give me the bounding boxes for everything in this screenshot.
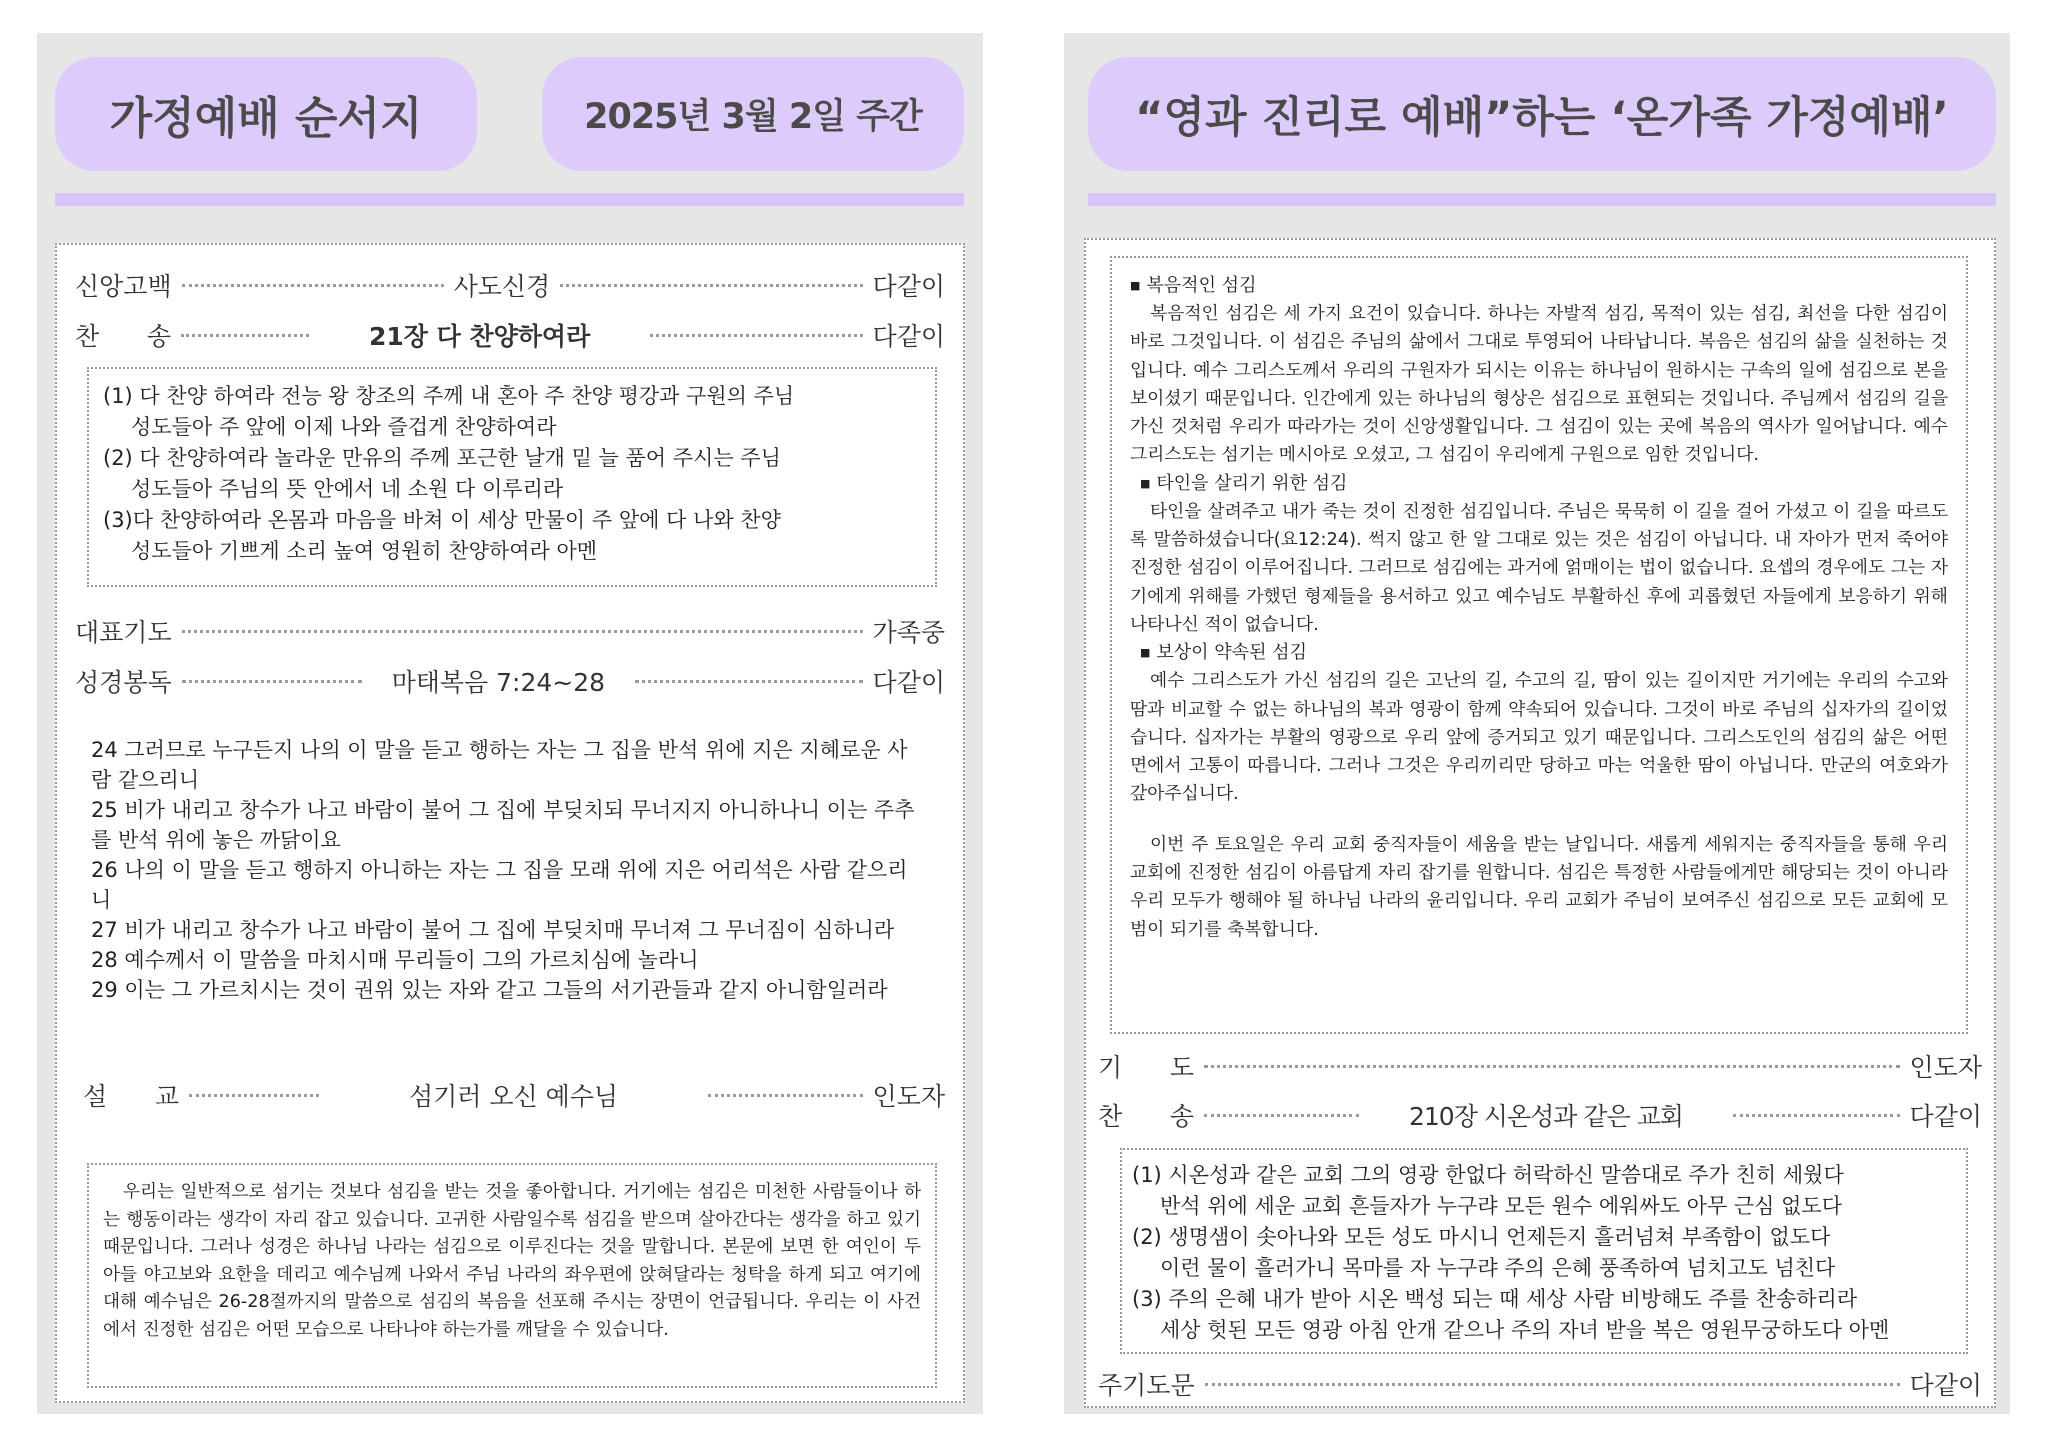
creed-label: 신앙고백 — [75, 272, 172, 301]
sermon-label: 설 교 — [83, 1082, 179, 1111]
hymn-line: 이런 물이 흘러가니 목마를 자 누구랴 주의 은혜 풍족하여 넘치고도 넘친다 — [1160, 1256, 1836, 1280]
hymn-title: 210장 시온성과 같은 교회 — [1408, 1102, 1683, 1131]
prayer-row — [1098, 1048, 1982, 1084]
prayer-label: 기 도 — [1098, 1053, 1194, 1082]
title-pill — [55, 57, 477, 171]
leader-dots — [182, 680, 362, 683]
section-heading: ■ 타인을 살리기 위한 섬김 — [1140, 472, 1348, 494]
leader-dots — [182, 630, 863, 633]
left-page — [37, 33, 983, 1414]
page-title: 가정예배 순서지 — [109, 93, 423, 144]
closing-text: 이번 주 토요일은 우리 교회 중직자들이 세움을 받는 날입니다. 새롭게 세워지는 중직자들을 통해 우리 교회에 진정한 섬김이 아름답게 자리 잡기를 원합니다. 섬김은 특정한 사람들에게만 해당되는 것이 아니라 우리 모두가 행해야 될 하나님 나라의 윤리입니다. 우리 교회가 주님이 보여주신 섬김으로 모든 교회에 모범이 되기를 축복합니다. — [1130, 833, 1948, 940]
title-underline — [1088, 193, 1996, 206]
hymn-who: 다같이 — [1909, 1102, 1982, 1131]
lords-prayer-label: 주기도문 — [1098, 1371, 1195, 1400]
leader-dots — [189, 1094, 319, 1097]
hymn-line: (2) 생명샘이 솟아나와 모든 성도 마시니 언제든지 흘러넘쳐 부족함이 없도다 — [1132, 1225, 1831, 1249]
hymn-line: 성도들아 주님의 뜻 안에서 네 소원 다 이루리라 — [131, 477, 564, 501]
lords-prayer-who: 다같이 — [1909, 1371, 1982, 1400]
hymn-label: 찬 송 — [75, 322, 171, 351]
verse: 27 비가 내리고 창수가 나고 바람이 불어 그 집에 부딪치매 무너져 그 무너짐이 심하니라 — [91, 918, 895, 942]
hymn-row — [75, 317, 945, 353]
leader-dots — [635, 680, 862, 683]
worship-panel — [1084, 238, 1996, 1408]
hymn-line: 성도들아 기쁘게 소리 높여 영원히 찬양하여라 아멘 — [131, 539, 598, 563]
hymn-line: (3)다 찬양하여라 온몸과 마음을 바쳐 이 세상 만물이 주 앞에 다 나와 찬양 — [103, 508, 781, 532]
leader-dots — [1733, 1114, 1900, 1117]
hymn-line: 세상 헛된 모든 영광 아침 안개 같으나 주의 자녀 받을 복은 영원무궁하도다 아멘 — [1160, 1318, 1890, 1342]
prayer-who: 가족중 — [872, 618, 945, 647]
hymn-lyrics-box — [1120, 1148, 1968, 1354]
creed-name: 사도신경 — [453, 272, 551, 301]
hymn-who: 다같이 — [872, 322, 945, 351]
section-heading: ■ 보상이 약속된 섬김 — [1140, 642, 1307, 664]
hymn-line: 반석 위에 세운 교회 흔들자가 누구랴 모든 원수 에워싸도 아무 근심 없도다 — [1160, 1194, 1843, 1218]
leader-dots — [182, 284, 444, 287]
sermon-title: 섬기러 오신 예수님 — [408, 1082, 619, 1111]
scripture-text — [91, 735, 921, 1005]
hymn-line: (3) 주의 은혜 내가 받아 시온 백성 되는 때 세상 사람 비방해도 주를 찬송하리라 — [1132, 1287, 1858, 1311]
hymn-line: (1) 다 찬양 하여라 전능 왕 창조의 주께 내 혼아 주 찬양 평강과 구원의 주님 — [103, 384, 795, 408]
leader-dots — [1205, 1383, 1900, 1386]
hymn-line: 성도들아 주 앞에 이제 나와 즐겁게 찬양하여라 — [131, 415, 557, 439]
verse: 25 비가 내리고 창수가 나고 바람이 불어 그 집에 부딪치되 무너지지 아니하나니 이는 주추를 반석 위에 놓은 까닭이요 — [91, 798, 915, 852]
verse: 24 그러므로 누구든지 나의 이 말을 듣고 행하는 자는 그 집을 반석 위에 지은 지혜로운 사람 같으리니 — [91, 738, 908, 792]
section-heading: ■ 복음적인 섬김 — [1130, 275, 1257, 296]
sermon-summary-box — [87, 1163, 937, 1388]
title-pill — [1088, 57, 1996, 171]
hymn-line: (2) 다 찬양하여라 놀라운 만유의 주께 포근한 날개 밑 늘 품어 주시는 주님 — [103, 446, 781, 470]
leader-dots — [650, 334, 862, 337]
verse: 29 이는 그 가르치시는 것이 권위 있는 자와 같고 그들의 서기관들과 같지 아니함일러라 — [91, 978, 888, 1002]
bullet-icon: ■ — [1140, 646, 1151, 660]
prayer-who: 인도자 — [1909, 1053, 1982, 1082]
prayer-label: 대표기도 — [75, 618, 172, 647]
bullet-icon: ■ — [1130, 279, 1141, 292]
sermon-who: 인도자 — [872, 1082, 945, 1111]
hymn-line: (1) 시온성과 같은 교회 그의 영광 한없다 허락하신 말씀대로 주가 친히 세웠다 — [1132, 1163, 1844, 1187]
title-underline — [55, 193, 964, 206]
reading-passage: 마태복음 7:24~28 — [391, 668, 606, 697]
verse: 28 예수께서 이 말씀을 마치시매 무리들이 그의 가르치심에 놀라니 — [91, 948, 699, 972]
bullet-icon: ■ — [1140, 476, 1151, 490]
reading-label: 성경봉독 — [75, 668, 172, 697]
reflection-box — [1110, 256, 1968, 1034]
creed-who: 다같이 — [872, 272, 945, 301]
hymn-title: 21장 다 찬양하여라 — [368, 322, 591, 351]
right-page — [1064, 33, 2010, 1414]
creed-row — [75, 267, 945, 303]
prayer-row — [75, 613, 945, 649]
sermon-row — [83, 1077, 945, 1113]
page-title: “영과 진리로 예배”하는 ‘온가족 가정예배’ — [1135, 92, 1949, 143]
verse: 26 나의 이 말을 듣고 행하지 아니하는 자는 그 집을 모래 위에 지은 어리석은 사람 같으리니 — [91, 858, 908, 912]
leader-dots — [1204, 1114, 1359, 1117]
order-panel — [55, 243, 965, 1403]
leader-dots — [560, 284, 862, 287]
leader-dots — [181, 334, 309, 337]
date-label: 2025년 3월 2일 주간 — [584, 97, 922, 137]
date-pill — [542, 57, 964, 171]
hymn-label: 찬 송 — [1098, 1102, 1194, 1131]
section-text: 예수 그리스도가 가신 섬김의 길은 고난의 길, 수고의 길, 땀이 있는 길이지만 거기에는 우리의 수고와 땀과 비교할 수 없는 하나님의 복과 영광이 함께 약속되어 있습니다. 그것이 바로 주님의 십자가의 길이었습니다. 십자가는 부활의 영광으로 우리 앞에 증거되고 있기 때문입니다. 그리스도인의 섬김의 삶은 어떤 면에서 고통이 따릅니다. 그러나 그것은 우리끼리만 당하고 마는 억울한 땀이 아닙니다. 만군의 여호와가 갚아주십니다. — [1130, 670, 1948, 805]
leader-dots — [1204, 1065, 1900, 1068]
section-text: 복음적인 섬김은 세 가지 요건이 있습니다. 하나는 자발적 섬김, 목적이 있는 섬김, 최선을 다한 섬김이 바로 그것입니다. 이 섬김은 주님의 삶에서 그대로 투영되어 나타납니다. 복음은 섬김의 삶을 실천하는 것입니다. 예수 그리스도께서 우리의 구원자가 되시는 이유는 하나님이 원하시는 구속의 일에 섬김으로 본을 보이셨기 때문입니다. 인간에게 있는 하나님의 형상은 섬김으로 표현되는 것입니다. 주님께서 섬김의 길을 가신 것처럼 우리가 따라가는 것이 신앙생활입니다. 그 섬김이 있는 곳에 복음의 역사가 일어납니다. 예수 그리스도는 섬기는 메시아로 오셨고, 그 섬김이 우리에게 구원으로 임한 것입니다. — [1130, 303, 1948, 466]
lords-prayer-row — [1098, 1366, 1982, 1402]
reading-row — [75, 663, 945, 699]
reading-who: 다같이 — [872, 668, 945, 697]
section-text: 타인을 살려주고 내가 죽는 것이 진정한 섬김입니다. 주님은 묵묵히 이 길을 걸어 가셨고 이 길을 따르도록 말씀하셨습니다(요12:24). 썩지 않고 한 알 그대로 있는 것은 섬김이 아닙니다. 내 자아가 먼저 죽어야 진정한 섬김이 이루어집니다. 그러므로 섬김에는 과거에 얽매이는 법이 없습니다. 요셉의 경우에도 그는 자기에게 위해를 가했던 형제들을 용서하고 있고 예수님도 부활하신 후에 괴롭혔던 자들에게 보응하기 위해 나타나신 적이 없습니다. — [1130, 500, 1948, 635]
sermon-summary: 우리는 일반적으로 섬기는 것보다 섬김을 받는 것을 좋아합니다. 거기에는 섬김은 미천한 사람들이나 하는 행동이라는 생각이 자리 잡고 있습니다. 고귀한 사람일수록 섬김을 받으며 살아간다는 생각을 하고 있기 때문입니다. 그러나 성경은 하나님 나라는 섬김으로 이루진다는 것을 말합니다. 본문에 보면 한 여인이 두 아들 야고보와 요한을 데리고 예수님께 나와서 주님 나라의 좌우편에 앉혀달라는 청탁을 하게 되고 여기에 대해 예수님은 26-28절까지의 말씀으로 섬김의 복음을 선포해 주시는 장면이 언급됩니다. 우리는 이 사건에서 진정한 섬김은 어떤 모습으로 나타나야 하는가를 깨달을 수 있습니다. — [103, 1182, 921, 1340]
leader-dots — [708, 1094, 862, 1097]
hymn-row — [1098, 1097, 1982, 1133]
hymn-lyrics-box — [87, 367, 937, 587]
